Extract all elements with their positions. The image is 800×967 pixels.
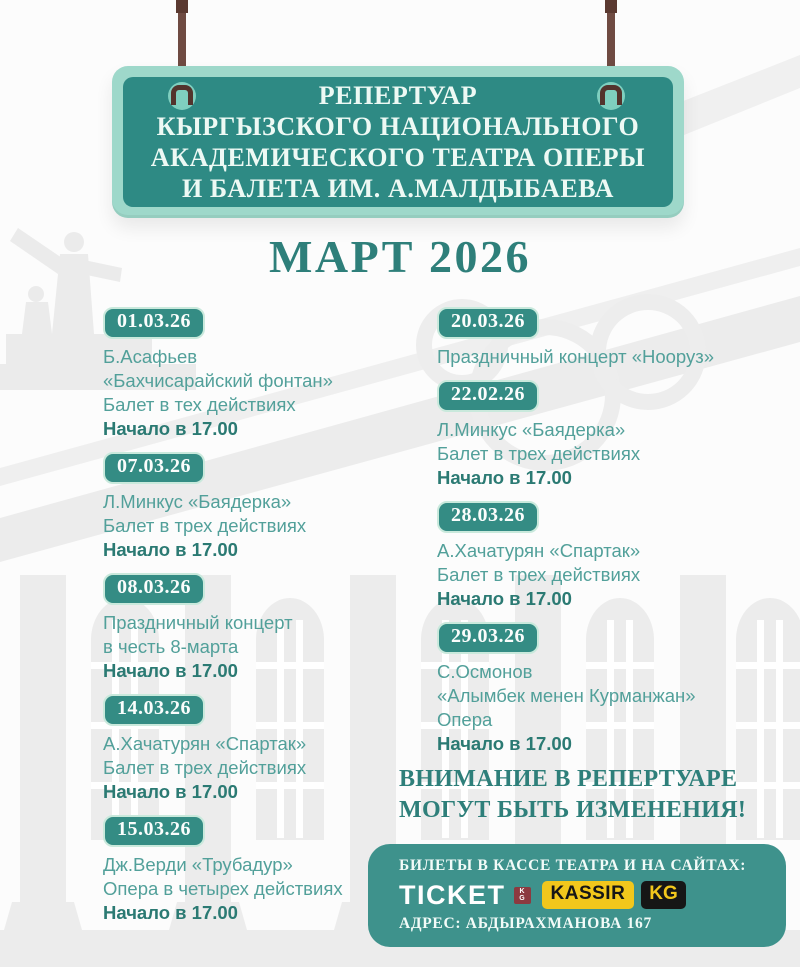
- board-title-line-3: АКАДЕМИЧЕСКОГО ТЕАТРА ОПЕРЫ: [150, 143, 646, 172]
- rope-knot-left: [176, 0, 188, 13]
- event-line: Балет в трех действиях: [103, 515, 307, 536]
- event-start-time: Начало в 17.00: [103, 781, 238, 802]
- event: [103, 694, 435, 804]
- event-date-badge: 28.03.26: [437, 501, 539, 533]
- notice-line: ВНИМАНИЕ В РЕПЕРТУАРЕ: [399, 766, 738, 792]
- event-line: Праздничный концерт «Нооруз»: [437, 346, 715, 367]
- event-start-time: Начало в 17.00: [437, 467, 572, 488]
- event-line: Балет в тех действиях: [103, 394, 296, 415]
- tickets-heading: БИЛЕТЫ В КАССЕ ТЕАТРА И НА САЙТАХ:: [399, 857, 747, 874]
- board-title-line-1: РЕПЕРТУАР: [318, 81, 478, 110]
- tickets-panel: [368, 844, 786, 947]
- event-date-badge: 22.02.26: [437, 380, 539, 412]
- event-line: Опера: [437, 709, 493, 730]
- ticketkg-kg-text: KG: [519, 887, 525, 902]
- event-start-time: Начало в 17.00: [103, 539, 238, 560]
- address-text: АДРЕС: АБДЫРАХМАНОВА 167: [399, 915, 652, 932]
- event-start-time: Начало в 17.00: [103, 902, 238, 923]
- event-line: «Бахчисарайский фонтан»: [103, 370, 333, 391]
- event: [103, 307, 435, 441]
- ticketkg-logo: TICKET: [399, 880, 506, 910]
- event: [103, 573, 435, 683]
- event: [437, 501, 789, 611]
- kassirkg-kg-badge: KG: [641, 881, 686, 909]
- ticketkg-kg-badge: [514, 887, 531, 904]
- staple-pin-left-icon: [171, 85, 193, 105]
- event-line: С.Осмонов: [437, 661, 533, 682]
- event-date-badge: 14.03.26: [103, 694, 205, 726]
- event: [437, 622, 789, 756]
- event-start-time: Начало в 17.00: [103, 418, 238, 439]
- events-column-right: [437, 307, 789, 767]
- event-start-time: Начало в 17.00: [437, 588, 572, 609]
- event-line: Дж.Верди «Трубадур»: [103, 854, 293, 875]
- notice-line: МОГУТ БЫТЬ ИЗМЕНЕНИЯ!: [399, 797, 747, 823]
- event-date-badge: 08.03.26: [103, 573, 205, 605]
- event-line: Опера в четырех действиях: [103, 878, 343, 899]
- events-column-left: [103, 307, 435, 936]
- event-start-time: Начало в 17.00: [103, 660, 238, 681]
- board-title-line-2: КЫРГЫЗСКОГО НАЦИОНАЛЬНОГО: [156, 112, 640, 141]
- event-date-badge: 29.03.26: [437, 622, 539, 654]
- rope-knot-right: [605, 0, 617, 13]
- month-title: МАРТ 2026: [269, 231, 531, 282]
- event-line: А.Хачатурян «Спартак»: [437, 540, 641, 561]
- event: [437, 307, 789, 369]
- event-date-badge: 20.03.26: [437, 307, 539, 339]
- event-line: «Алымбек менен Курманжан»: [437, 685, 696, 706]
- event-line: Балет в трех действиях: [437, 443, 641, 464]
- staple-pin-right-icon: [600, 85, 622, 105]
- event-line: в честь 8-марта: [103, 636, 239, 657]
- event-line: Л.Минкус «Баядерка»: [103, 491, 292, 512]
- event-line: Балет в трех действиях: [437, 564, 641, 585]
- event-start-time: Начало в 17.00: [437, 733, 572, 754]
- event-line: Л.Минкус «Баядерка»: [437, 419, 626, 440]
- event-line: А.Хачатурян «Спартак»: [103, 733, 307, 754]
- event-line: Праздничный концерт: [103, 612, 293, 633]
- event-date-badge: 15.03.26: [103, 815, 205, 847]
- event-date-badge: 01.03.26: [103, 307, 205, 339]
- event-date-badge: 07.03.26: [103, 452, 205, 484]
- title-board-inner: [123, 77, 673, 207]
- event-line: Б.Асафьев: [103, 346, 198, 367]
- ticket-logos-row: [399, 881, 768, 909]
- event: [103, 452, 435, 562]
- kassirkg-logo: KASSIR: [542, 881, 635, 909]
- notice: [399, 764, 794, 826]
- event-line: Балет в трех действиях: [103, 757, 307, 778]
- board-title-line-4: И БАЛЕТА ИМ. А.МАЛДЫБАЕВА: [182, 174, 614, 203]
- event: [437, 380, 789, 490]
